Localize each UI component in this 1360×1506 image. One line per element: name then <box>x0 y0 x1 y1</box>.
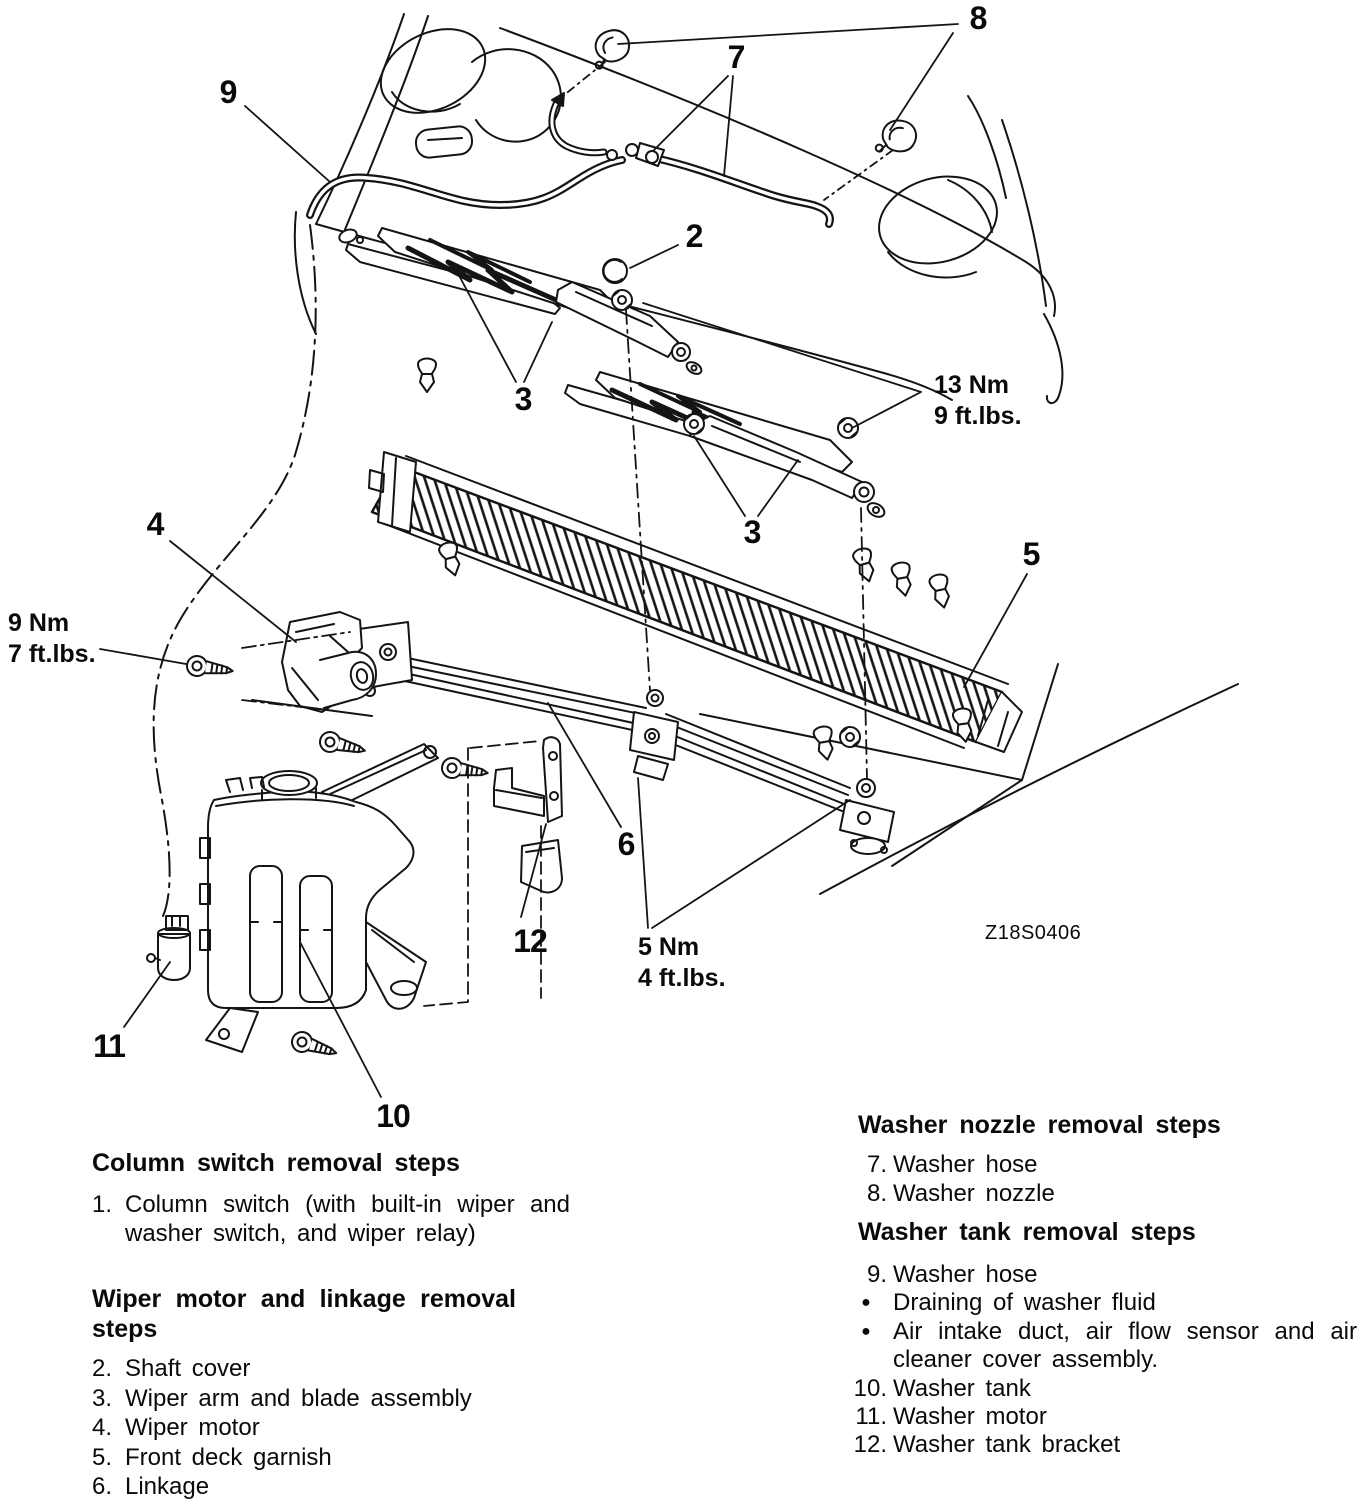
callout-6: 6 <box>617 826 635 862</box>
item-text: Wiper motor <box>125 1414 260 1441</box>
list-item <box>92 1413 570 1443</box>
list-item <box>845 1375 1357 1403</box>
list-item <box>845 1403 1357 1431</box>
torque-label-5nm <box>638 932 726 994</box>
list-item <box>845 1289 1357 1317</box>
wiper-motor <box>252 612 412 716</box>
heading-column-switch: Column switch removal steps <box>92 1149 460 1177</box>
callout-8: 8 <box>969 0 987 36</box>
torque-nm: 9 Nm <box>8 609 70 637</box>
callout-3b: 3 <box>743 514 761 550</box>
item-number: 11. <box>855 1403 887 1431</box>
callout-2: 2 <box>685 218 703 254</box>
item-text: Column switch (with built-in wiper and washer switch, and wiper relay) <box>125 1191 570 1247</box>
wiper-linkage <box>365 656 894 854</box>
torque-ftlbs: 9 ft.lbs. <box>934 402 1022 430</box>
item-text: Washer tank <box>893 1374 1031 1402</box>
item-text: Linkage <box>125 1473 210 1500</box>
item-number: 9. <box>866 1261 887 1288</box>
callout-11: 11 <box>93 1028 125 1064</box>
washer-hose-elbow <box>552 93 664 166</box>
item-number: 10. <box>853 1374 887 1402</box>
callout-10: 10 <box>376 1098 410 1134</box>
callout-3a: 3 <box>514 381 532 417</box>
washer-hose-right <box>655 158 830 224</box>
wiper-arm-blade-1 <box>346 228 703 376</box>
item-number: 3. <box>92 1384 113 1412</box>
washer-tank <box>200 744 438 1052</box>
callout-7: 7 <box>727 39 745 75</box>
list-washer-tank <box>845 1261 1357 1460</box>
item-number: 5. <box>92 1443 113 1471</box>
washer-tank-bracket <box>494 737 562 892</box>
item-text: Front deck garnish <box>125 1443 332 1471</box>
list-item <box>92 1472 570 1502</box>
wiper-arm-blade-2 <box>565 372 887 520</box>
list-item <box>845 1318 1357 1375</box>
list-item <box>845 1261 1357 1289</box>
torque-ftlbs: 7 ft.lbs. <box>8 640 96 668</box>
callout-9: 9 <box>219 74 237 110</box>
item-number: 8. <box>866 1179 887 1207</box>
torque-label-9nm <box>8 608 96 670</box>
list-item <box>92 1384 570 1414</box>
item-text: Washer tank bracket <box>893 1431 1121 1459</box>
washer-motor <box>147 916 190 980</box>
front-deck-garnish <box>369 452 1022 752</box>
torque-ftlbs: 4 ft.lbs. <box>638 964 726 992</box>
shaft-cover-cap <box>603 259 627 283</box>
bullet-icon: ● <box>861 1322 871 1340</box>
item-number: 12. <box>853 1431 887 1459</box>
list-column-switch <box>92 1190 570 1248</box>
torque-nm: 13 Nm <box>934 371 1010 399</box>
bullet-icon: ● <box>861 1294 871 1312</box>
list-item <box>845 1180 1357 1209</box>
item-text: Wiper arm and blade assembly <box>125 1384 472 1412</box>
list-item <box>92 1190 570 1248</box>
heading-wiper-motor: Wiper motor and linkage removal steps <box>92 1285 516 1343</box>
list-item <box>845 1151 1357 1180</box>
figure-code: Z18S0406 <box>985 922 1082 944</box>
list-item <box>845 1431 1357 1459</box>
item-number: 7. <box>866 1151 887 1178</box>
item-text: Washer nozzle <box>893 1179 1055 1207</box>
callout-4: 4 <box>146 506 164 542</box>
heading-washer-tank: Washer tank removal steps <box>858 1218 1196 1246</box>
list-wiper-motor <box>92 1354 570 1502</box>
washer-nozzle-2 <box>875 116 919 159</box>
washer-nozzle-1 <box>590 28 632 69</box>
item-text: Air intake duct, air flow sensor and air cleaner cover assembly. <box>893 1317 1357 1374</box>
callout-5: 5 <box>1022 536 1040 572</box>
item-number: 6. <box>92 1473 113 1500</box>
torque-nm: 5 Nm <box>638 933 700 961</box>
torque-label-13nm <box>934 370 1022 432</box>
item-number: 2. <box>92 1355 113 1382</box>
list-washer-nozzle <box>845 1151 1357 1208</box>
item-text: Draining of washer fluid <box>893 1289 1156 1317</box>
item-text: Washer motor <box>893 1403 1047 1431</box>
item-number: 4. <box>92 1414 113 1441</box>
item-text: Washer hose <box>893 1151 1038 1178</box>
heading-washer-nozzle: Washer nozzle removal steps <box>858 1111 1221 1139</box>
list-item <box>92 1443 570 1473</box>
callout-12: 12 <box>513 923 547 959</box>
list-item <box>92 1354 570 1384</box>
item-text: Washer hose <box>893 1261 1038 1288</box>
item-text: Shaft cover <box>125 1355 251 1382</box>
item-number: 1. <box>92 1191 113 1218</box>
